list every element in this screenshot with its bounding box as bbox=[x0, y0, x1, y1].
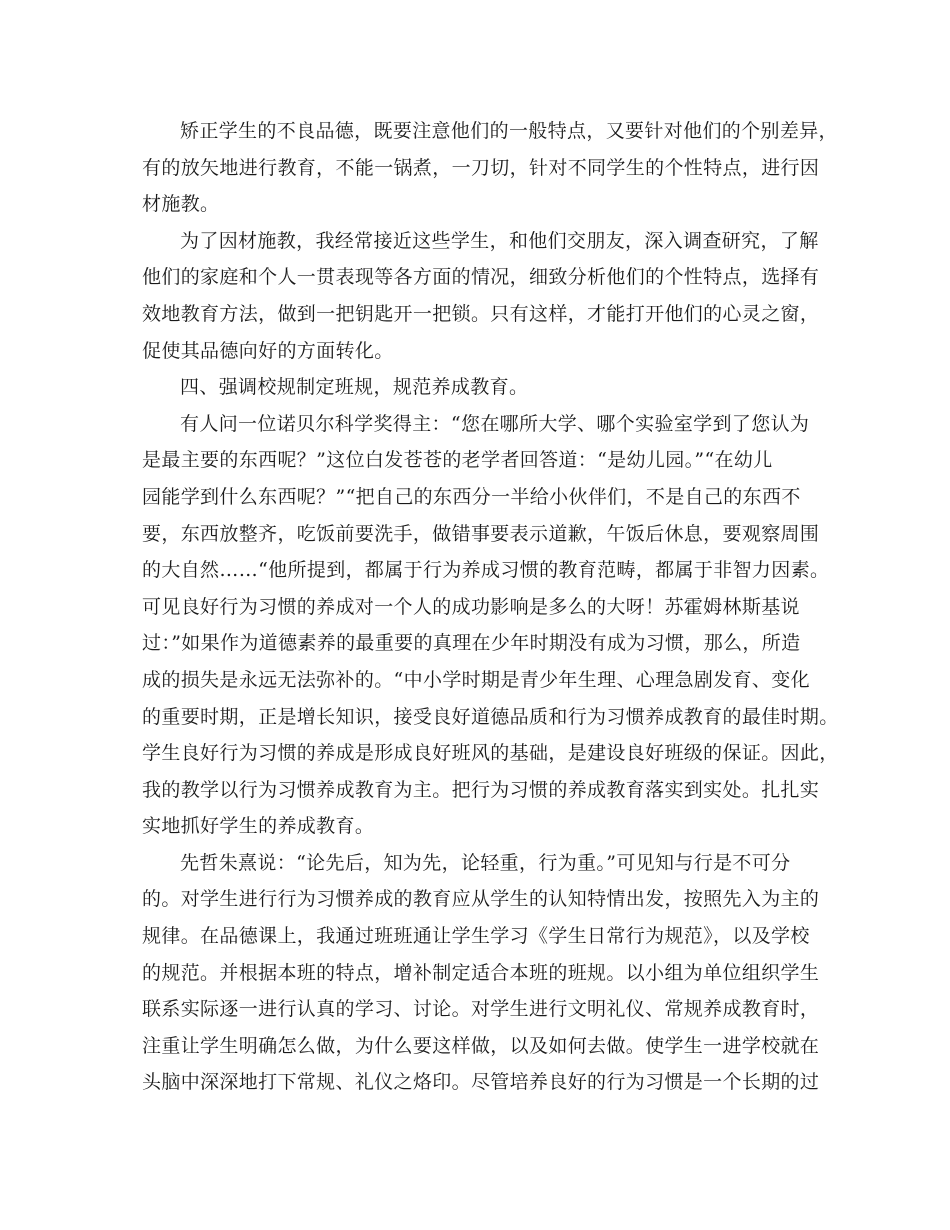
text-line: 规律。在品德课上，我通过班班通让学生学习《学生日常行为规范》，以及学校 bbox=[142, 925, 810, 948]
text-line: 实地抓好学生的养成教育。 bbox=[142, 815, 375, 838]
text-line: 促使其品德向好的方面转化。 bbox=[142, 339, 394, 362]
text-line: 四、强调校规制定班规，规范养成教育。 bbox=[180, 376, 529, 399]
text-line: 的。对学生进行行为习惯养成的教育应从学生的认知特情出发，按照先入为主的 bbox=[142, 888, 820, 911]
text-line: 园能学到什么东西呢？”“把自己的东西分一半给小伙伴们，不是自己的东西不 bbox=[142, 485, 801, 508]
document-body bbox=[142, 113, 839, 1101]
text-line: 他们的家庭和个人一贯表现等各方面的情况，细致分析他们的个性特点，选择有 bbox=[142, 266, 820, 289]
text-line: 材施教。 bbox=[142, 193, 220, 216]
text-line: 有的放矢地进行教育，不能一锅煮，一刀切，针对不同学生的个性特点，进行因 bbox=[142, 156, 820, 179]
text-line: 为了因材施教，我经常接近这些学生，和他们交朋友，深入调查研究，了解 bbox=[180, 229, 819, 252]
text-line: 有人问一位诺贝尔科学奖得主：“您在哪所大学、哪个实验室学到了您认为 bbox=[180, 412, 810, 435]
text-line: 成的损失是永远无法弥补的。“中小学时期是青少年生理、心理急剧发育、变化 bbox=[142, 668, 810, 691]
text-line: 要，东西放整齐，吃饭前要洗手，做错事要表示道歉，午饭后休息，要观察周围 bbox=[142, 522, 820, 545]
text-line: 头脑中深深地打下常规、礼仪之烙印。尽管培养良好的行为习惯是一个长期的过 bbox=[142, 1071, 820, 1094]
text-line: 效地教育方法，做到一把钥匙开一把锁。只有这样，才能打开他们的心灵之窗， bbox=[142, 302, 820, 325]
text-line: 的重要时期，正是增长知识，接受良好道德品质和行为习惯养成教育的最佳时期。 bbox=[142, 705, 839, 728]
text-line: 联系实际逐一进行认真的学习、讨论。对学生进行文明礼仪、常规养成教育时， bbox=[142, 998, 820, 1021]
text-line: 的规范。并根据本班的特点，增补制定适合本班的班规。以小组为单位组织学生 bbox=[142, 961, 820, 984]
text-line: 可见良好行为习惯的养成对一个人的成功影响是多么的大呀！苏霍姆林斯基说 bbox=[142, 595, 800, 618]
text-line: 先哲朱熹说：“论先后，知为先，论轻重，行为重。”可见知与行是不可分 bbox=[180, 851, 791, 874]
text-line: 学生良好行为习惯的养成是形成良好班风的基础，是建设良好班级的保证。因此， bbox=[142, 742, 839, 765]
text-line: 我的教学以行为习惯养成教育为主。把行为习惯的养成教育落实到实处。扎扎实 bbox=[142, 778, 820, 801]
text-line: 过：”如果作为道德素养的最重要的真理在少年时期没有成为习惯，那么，所造 bbox=[142, 632, 801, 655]
text-line: 的大自然……“他所提到，都属于行为养成习惯的教育范畴，都属于非智力因素。 bbox=[142, 559, 830, 582]
text-line: 注重让学生明确怎么做，为什么要这样做，以及如何去做。使学生一进学校就在 bbox=[142, 1034, 820, 1057]
text-line: 是最主要的东西呢？”这位白发苍苍的老学者回答道：“是幼儿园。”“在幼儿 bbox=[142, 449, 773, 472]
text-line: 矫正学生的不良品德，既要注意他们的一般特点，又要针对他们的个别差异， bbox=[180, 120, 838, 142]
